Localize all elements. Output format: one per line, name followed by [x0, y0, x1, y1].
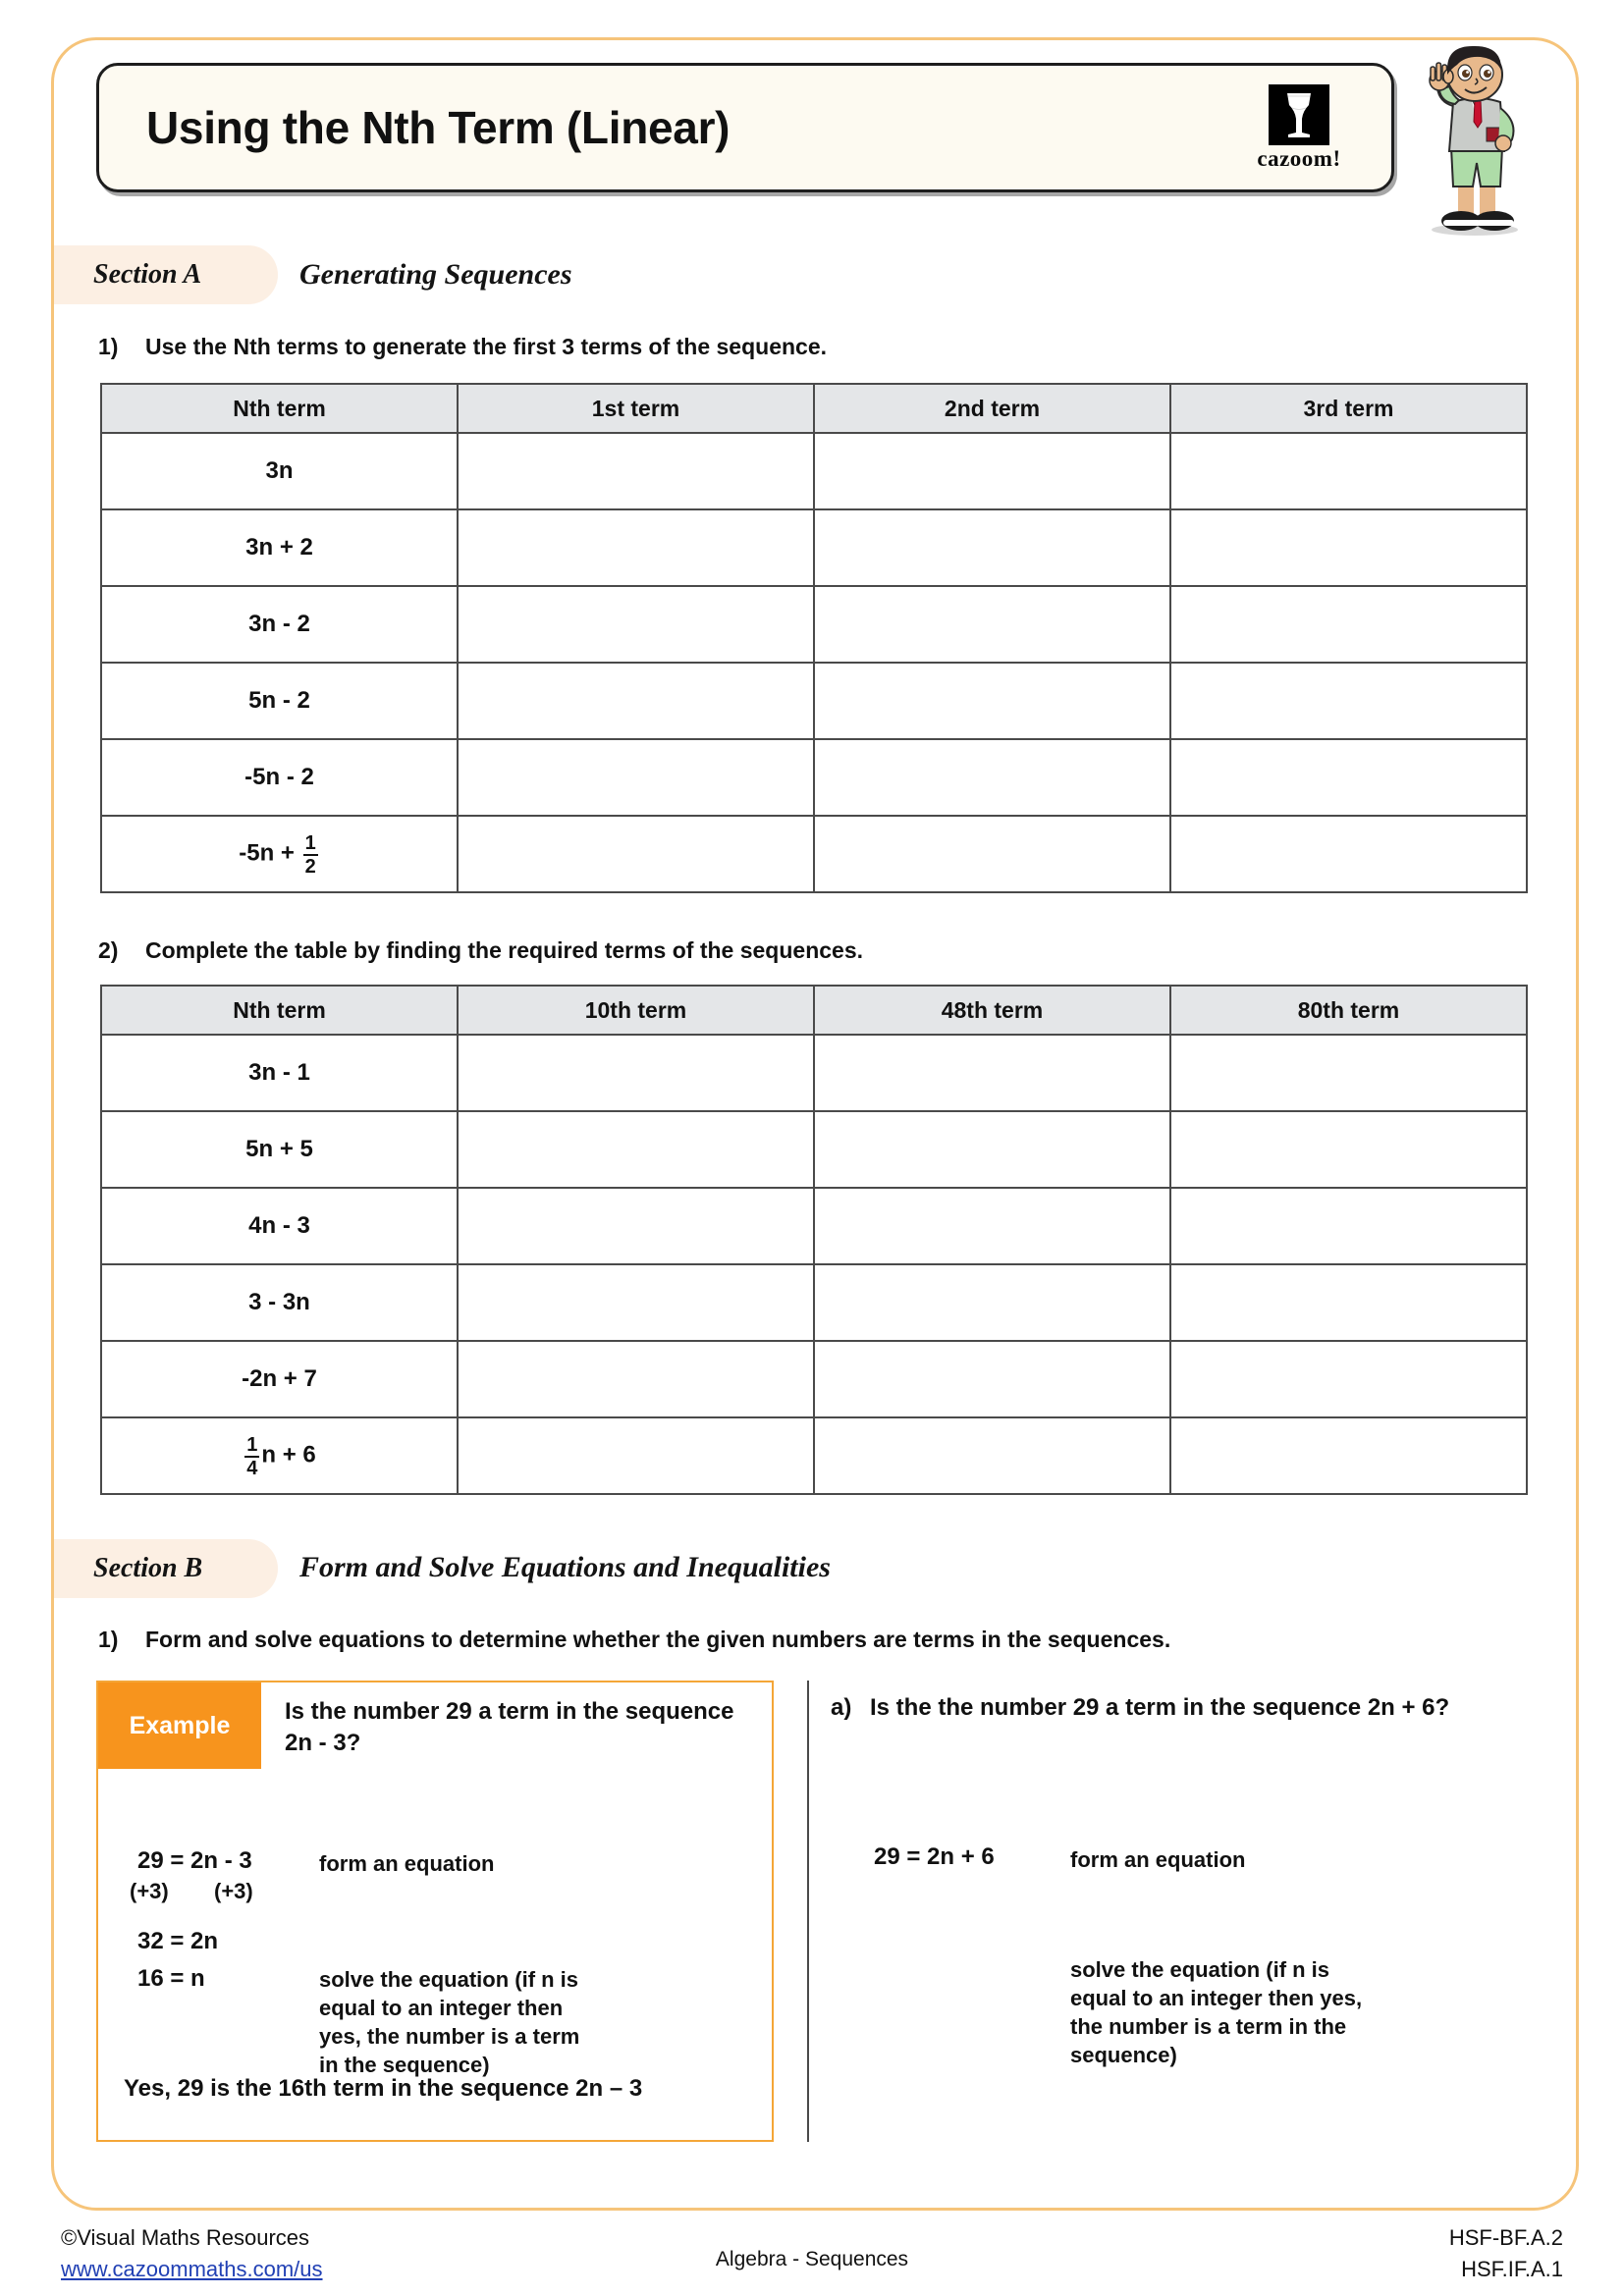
example-step-2-left: (+3) [130, 1879, 169, 1903]
fraction-denominator: 2 [304, 856, 316, 878]
answer-cell[interactable] [814, 663, 1170, 739]
example-step-4-annotation: solve the equation (if n is equal to an integer then yes, the number is a term in the sequence) [319, 1967, 580, 2078]
example-badge: Example [98, 1682, 261, 1769]
nth-term-cell [101, 816, 458, 892]
table-2-col-nth: Nth term [101, 986, 458, 1035]
question-a2 [98, 937, 863, 964]
nth-term-cell: 3n - 1 [101, 1035, 458, 1111]
answer-cell[interactable] [814, 739, 1170, 816]
nth-term-cell: 3 - 3n [101, 1264, 458, 1341]
answer-cell[interactable] [458, 433, 814, 509]
part-a-text: Is the the number 29 a term in the sequence 2n + 6? [870, 1694, 1450, 1721]
question-b1-text: Form and solve equations to determine whether the given numbers are terms in the sequences. [145, 1627, 1171, 1652]
standard-2: HSF.IF.A.1 [1461, 2256, 1563, 2281]
question-a2-number: 2) [98, 937, 119, 963]
part-a-label: a) [831, 1694, 852, 1721]
example-step-1-annotation: form an equation [319, 1851, 495, 1876]
answer-cell[interactable] [814, 1111, 1170, 1188]
answer-cell[interactable] [814, 1417, 1170, 1494]
mascot-illustration-icon [1404, 41, 1542, 238]
answer-cell[interactable] [1170, 1188, 1527, 1264]
answer-cell[interactable] [1170, 1035, 1527, 1111]
nth-term-suffix: n + 6 [261, 1441, 316, 1468]
nth-term-prefix: -5n + [239, 839, 301, 867]
answer-cell[interactable] [458, 1417, 814, 1494]
answer-cell[interactable] [1170, 1417, 1527, 1494]
answer-cell[interactable] [458, 1341, 814, 1417]
answer-cell[interactable] [1170, 1341, 1527, 1417]
answer-cell[interactable] [458, 1264, 814, 1341]
table-row [101, 663, 1527, 739]
answer-cell[interactable] [1170, 739, 1527, 816]
website-link[interactable]: www.cazoommaths.com/us [61, 2256, 323, 2281]
section-a-title: Generating Sequences [299, 258, 572, 291]
nth-term-cell: -2n + 7 [101, 1341, 458, 1417]
example-question: Is the number 29 a term in the sequence 2n - 3? [285, 1698, 734, 1757]
table-row [101, 586, 1527, 663]
section-b-title: Form and Solve Equations and Inequalities [299, 1551, 831, 1583]
table-1-header-row [101, 384, 1527, 433]
page-title: Using the Nth Term (Linear) [146, 102, 731, 153]
table-2-body [101, 1035, 1527, 1494]
answer-cell[interactable] [814, 1264, 1170, 1341]
sequence-table-2 [100, 985, 1528, 1495]
nth-term-cell: 3n - 2 [101, 586, 458, 663]
example-step-3: 32 = 2n [137, 1928, 219, 1954]
section-b-label: Section B [93, 1553, 203, 1583]
table-1-col-3rd: 3rd term [1170, 384, 1527, 433]
brand-wordmark: cazoom! [1257, 145, 1341, 171]
answer-cell[interactable] [814, 509, 1170, 586]
fraction [303, 833, 318, 877]
part-a-question [831, 1692, 1459, 1724]
nth-term-cell: 4n - 3 [101, 1188, 458, 1264]
question-b1-number: 1) [98, 1627, 119, 1652]
answer-cell[interactable] [458, 739, 814, 816]
table-row [101, 816, 1527, 892]
nth-term-cell [101, 1417, 458, 1494]
table-1-body [101, 433, 1527, 892]
answer-cell[interactable] [458, 1111, 814, 1188]
footer-standards [1449, 2222, 1563, 2285]
question-a2-text: Complete the table by finding the required terms of the sequences. [145, 937, 864, 963]
table-2-col-48th: 48th term [814, 986, 1170, 1035]
example-step-4: 16 = n [137, 1965, 205, 1992]
table-2-header-row [101, 986, 1527, 1035]
section-b-band [54, 1539, 278, 1598]
fraction [244, 1435, 259, 1478]
table-row [101, 509, 1527, 586]
copyright-text: ©Visual Maths Resources [61, 2225, 310, 2250]
waving-schoolboy-mascot [1404, 41, 1542, 238]
goblet-logo-icon [1269, 84, 1329, 145]
table-1-col-1st: 1st term [458, 384, 814, 433]
table-row [101, 1035, 1527, 1111]
table-2-col-80th: 80th term [1170, 986, 1527, 1035]
answer-cell[interactable] [458, 816, 814, 892]
answer-cell[interactable] [458, 663, 814, 739]
standard-1: HSF-BF.A.2 [1448, 2225, 1563, 2250]
answer-cell[interactable] [814, 1341, 1170, 1417]
table-row [101, 1111, 1527, 1188]
answer-cell[interactable] [1170, 586, 1527, 663]
answer-cell[interactable] [814, 816, 1170, 892]
section-a-band [54, 245, 278, 304]
cazoom-logo [1235, 80, 1363, 175]
table-2-col-10th: 10th term [458, 986, 814, 1035]
nth-term-cell: 5n - 2 [101, 663, 458, 739]
answer-cell[interactable] [458, 1035, 814, 1111]
answer-cell[interactable] [1170, 433, 1527, 509]
nth-term-cell: 3n + 2 [101, 509, 458, 586]
title-box [96, 63, 1394, 192]
answer-cell[interactable] [458, 509, 814, 586]
part-a-step-1: 29 = 2n + 6 [874, 1843, 995, 1870]
answer-cell[interactable] [1170, 1111, 1527, 1188]
nth-term-cell: 3n [101, 433, 458, 509]
answer-cell[interactable] [814, 1035, 1170, 1111]
table-1-col-2nd: 2nd term [814, 384, 1170, 433]
nth-term-cell: -5n - 2 [101, 739, 458, 816]
footer-topic: Algebra - Sequences [715, 2248, 909, 2270]
answer-cell[interactable] [1170, 816, 1527, 892]
answer-cell[interactable] [1170, 1264, 1527, 1341]
table-row [101, 1341, 1527, 1417]
question-b1 [98, 1627, 1170, 1653]
example-conclusion: Yes, 29 is the 16th term in the sequence 2n – 3 [124, 2075, 643, 2102]
question-a1-number: 1) [98, 334, 119, 359]
table-row [101, 433, 1527, 509]
answer-cell[interactable] [814, 433, 1170, 509]
part-a-step-1-annotation: form an equation [1070, 1847, 1246, 1872]
answer-cell[interactable] [458, 1188, 814, 1264]
sequence-table-1 [100, 383, 1528, 893]
fraction-numerator: 1 [246, 1434, 258, 1456]
nth-term-cell: 5n + 5 [101, 1111, 458, 1188]
part-a-annotation-2: solve the equation (if n is equal to an integer then yes, the number is a term in the sequence) [1070, 1957, 1363, 2068]
column-divider [807, 1681, 809, 2142]
example-step-2-right: (+3) [214, 1879, 253, 1903]
table-1-col-nth: Nth term [101, 384, 458, 433]
question-a1 [98, 334, 827, 360]
table-row [101, 1417, 1527, 1494]
goblet-shape-icon [1279, 89, 1319, 140]
example-box [96, 1681, 774, 2142]
example-step-1: 29 = 2n - 3 [137, 1847, 252, 1874]
answer-cell[interactable] [814, 586, 1170, 663]
section-a-label: Section A [93, 259, 202, 290]
question-a1-text: Use the Nth terms to generate the first 3 terms of the sequence. [145, 334, 828, 359]
worksheet-header [96, 63, 1394, 192]
table-row [101, 1264, 1527, 1341]
table-row [101, 1188, 1527, 1264]
answer-cell[interactable] [814, 1188, 1170, 1264]
fraction-numerator: 1 [304, 832, 316, 854]
answer-cell[interactable] [458, 586, 814, 663]
answer-cell[interactable] [1170, 663, 1527, 739]
fraction-denominator: 4 [246, 1458, 258, 1479]
answer-cell[interactable] [1170, 509, 1527, 586]
table-row [101, 739, 1527, 816]
